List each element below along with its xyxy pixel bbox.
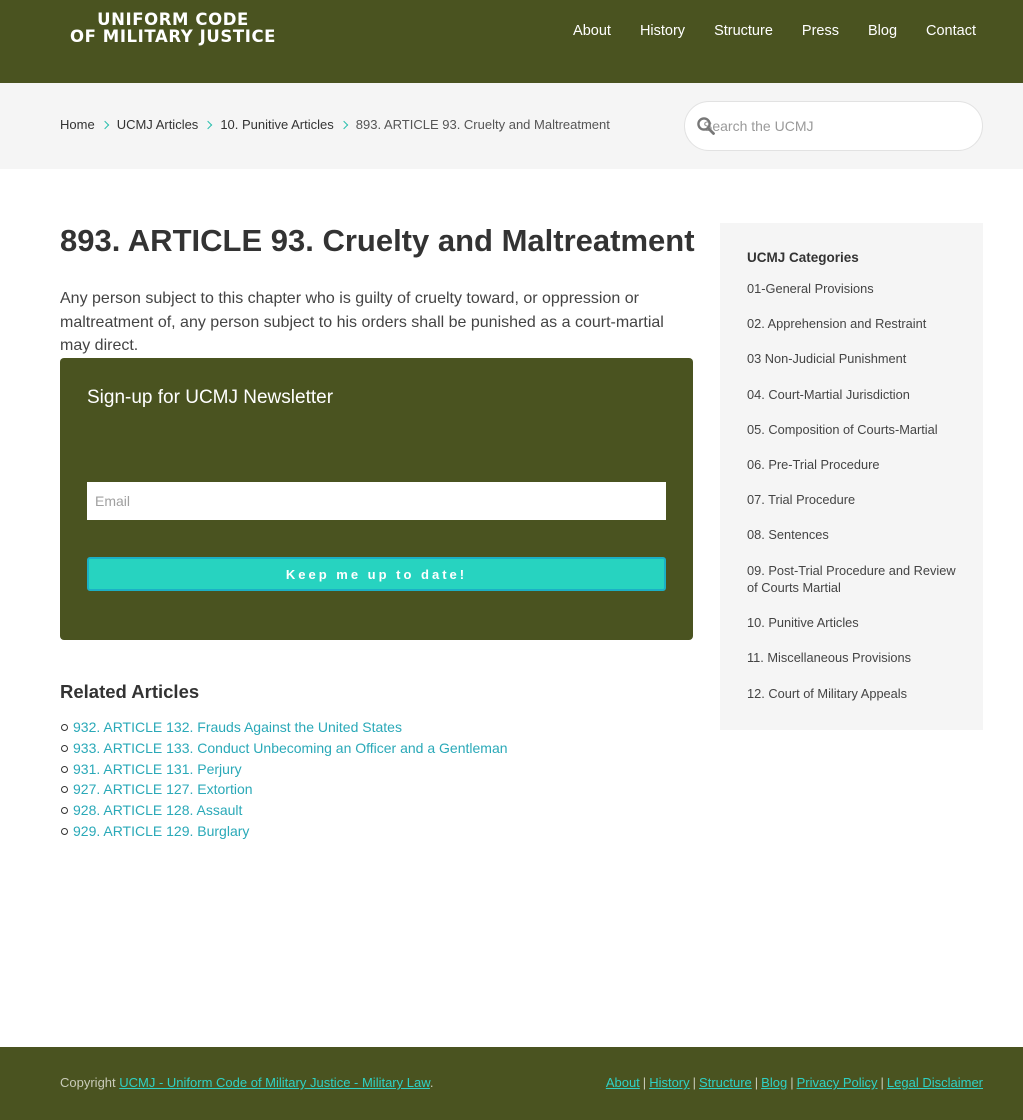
breadcrumb-punitive-articles[interactable]: 10. Punitive Articles: [220, 117, 334, 132]
sidebar-item-composition[interactable]: 05. Composition of Courts-Martial: [747, 421, 938, 437]
main-nav: [573, 21, 976, 41]
sidebar-item-court-of-appeals[interactable]: 12. Court of Military Appeals: [747, 685, 908, 701]
logo-line-1: UNIFORM CODE: [97, 10, 249, 29]
list-item: [73, 821, 508, 842]
footer-link-structure[interactable]: Structure: [699, 1075, 752, 1090]
nav-structure[interactable]: Structure: [714, 23, 773, 39]
site-footer: [0, 1047, 1023, 1120]
footer-link-privacy-policy[interactable]: Privacy Policy: [796, 1075, 878, 1090]
list-item: [73, 759, 508, 780]
list-item: [747, 649, 962, 667]
site-logo[interactable]: [68, 11, 278, 45]
related-article-link[interactable]: 929. ARTICLE 129. Burglary: [73, 822, 250, 839]
sidebar-item-non-judicial[interactable]: 03 Non-Judicial Punishment: [747, 351, 907, 367]
sidebar-item-punitive-articles[interactable]: 10. Punitive Articles: [747, 615, 859, 631]
chevron-right-icon: [204, 120, 212, 128]
list-item: [747, 280, 962, 298]
nav-press[interactable]: Press: [801, 23, 839, 39]
copyright-link[interactable]: UCMJ - Uniform Code of Military Justice - Military Law: [119, 1075, 430, 1090]
breadcrumb-band: [0, 83, 1023, 169]
nav-about[interactable]: About: [573, 23, 611, 39]
search-box: [684, 101, 983, 151]
breadcrumb-ucmj-articles[interactable]: UCMJ Articles: [116, 117, 199, 132]
list-item: [73, 738, 508, 759]
list-item: [747, 386, 962, 404]
footer-separator: |: [692, 1075, 697, 1090]
logo-line-2: OF MILITARY JUSTICE: [69, 27, 277, 46]
list-item: [747, 562, 962, 597]
related-articles-list: [73, 717, 508, 842]
search-input[interactable]: [703, 102, 963, 150]
sidebar-item-general-provisions[interactable]: 01-General Provisions: [747, 281, 874, 296]
chevron-right-icon: [100, 120, 108, 128]
list-item: [747, 421, 962, 439]
related-article-link[interactable]: 933. ARTICLE 133. Conduct Unbecoming an Officer and a Gentleman: [73, 739, 508, 756]
breadcrumb-home[interactable]: Home: [60, 117, 95, 132]
article-body: Any person subject to this chapter who is guilty of cruelty toward, or oppression or maltreatment of, any person subject to his orders shall be punished as a court-martial may direct.: [60, 290, 664, 354]
page-title: 893. ARTICLE 93. Cruelty and Maltreatment: [60, 223, 695, 258]
related-article-link[interactable]: 928. ARTICLE 128. Assault: [73, 802, 243, 819]
related-article-link[interactable]: 932. ARTICLE 132. Frauds Against the United States: [73, 719, 402, 735]
list-item: [747, 456, 962, 474]
sidebar-item-jurisdiction[interactable]: 04. Court-Martial Jurisdiction: [747, 386, 910, 402]
list-item: [747, 526, 962, 544]
copyright-suffix: .: [429, 1075, 434, 1090]
sidebar-title: UCMJ Categories: [747, 250, 859, 265]
list-item: [747, 315, 962, 333]
newsletter-heading: Sign-up for UCMJ Newsletter: [87, 387, 334, 408]
list-item: [73, 717, 508, 738]
footer-links: [606, 1075, 983, 1090]
nav-blog[interactable]: Blog: [867, 23, 898, 39]
related-article-link[interactable]: 927. ARTICLE 127. Extortion: [73, 781, 253, 798]
chevron-right-icon: [340, 120, 348, 128]
newsletter-signup: [60, 358, 693, 640]
footer-separator: |: [790, 1075, 794, 1090]
email-field[interactable]: [87, 482, 666, 520]
list-item: [747, 685, 962, 703]
search-icon[interactable]: [696, 116, 716, 136]
footer-link-blog[interactable]: Blog: [761, 1075, 788, 1090]
subscribe-button[interactable]: Keep me up to date!: [87, 557, 666, 591]
site-header: [0, 0, 1023, 83]
breadcrumb: [60, 117, 610, 132]
nav-contact[interactable]: Contact: [926, 23, 976, 39]
footer-separator: |: [880, 1075, 884, 1090]
sidebar-item-sentences[interactable]: 08. Sentences: [747, 527, 829, 543]
category-list: [747, 280, 962, 720]
copyright: [60, 1075, 434, 1090]
list-item: [747, 614, 962, 632]
sidebar-item-apprehension[interactable]: 02. Apprehension and Restraint: [747, 316, 927, 332]
list-item: [747, 350, 962, 368]
sidebar-item-trial-procedure[interactable]: 07. Trial Procedure: [747, 492, 856, 508]
footer-separator: |: [642, 1075, 647, 1090]
footer-link-about[interactable]: About: [605, 1075, 640, 1090]
list-item: [73, 800, 508, 821]
list-item: [747, 491, 962, 509]
footer-separator: |: [754, 1075, 759, 1090]
categories-sidebar: [720, 223, 983, 730]
related-articles-title: Related Articles: [60, 681, 200, 702]
sidebar-item-pre-trial[interactable]: 06. Pre-Trial Procedure: [747, 456, 880, 472]
nav-history[interactable]: History: [639, 23, 686, 39]
footer-link-legal-disclaimer[interactable]: Legal Disclaimer: [886, 1075, 983, 1090]
sidebar-item-post-trial[interactable]: 09. Post-Trial Procedure and Review of Courts Martial: [747, 562, 956, 596]
related-article-link[interactable]: 931. ARTICLE 131. Perjury: [73, 760, 242, 777]
copyright-prefix: Copyright: [60, 1075, 116, 1090]
sidebar-item-miscellaneous[interactable]: 11. Miscellaneous Provisions: [747, 650, 912, 666]
list-item: [73, 779, 508, 800]
footer-link-history[interactable]: History: [649, 1075, 690, 1090]
breadcrumb-current: 893. ARTICLE 93. Cruelty and Maltreatment: [355, 117, 610, 132]
